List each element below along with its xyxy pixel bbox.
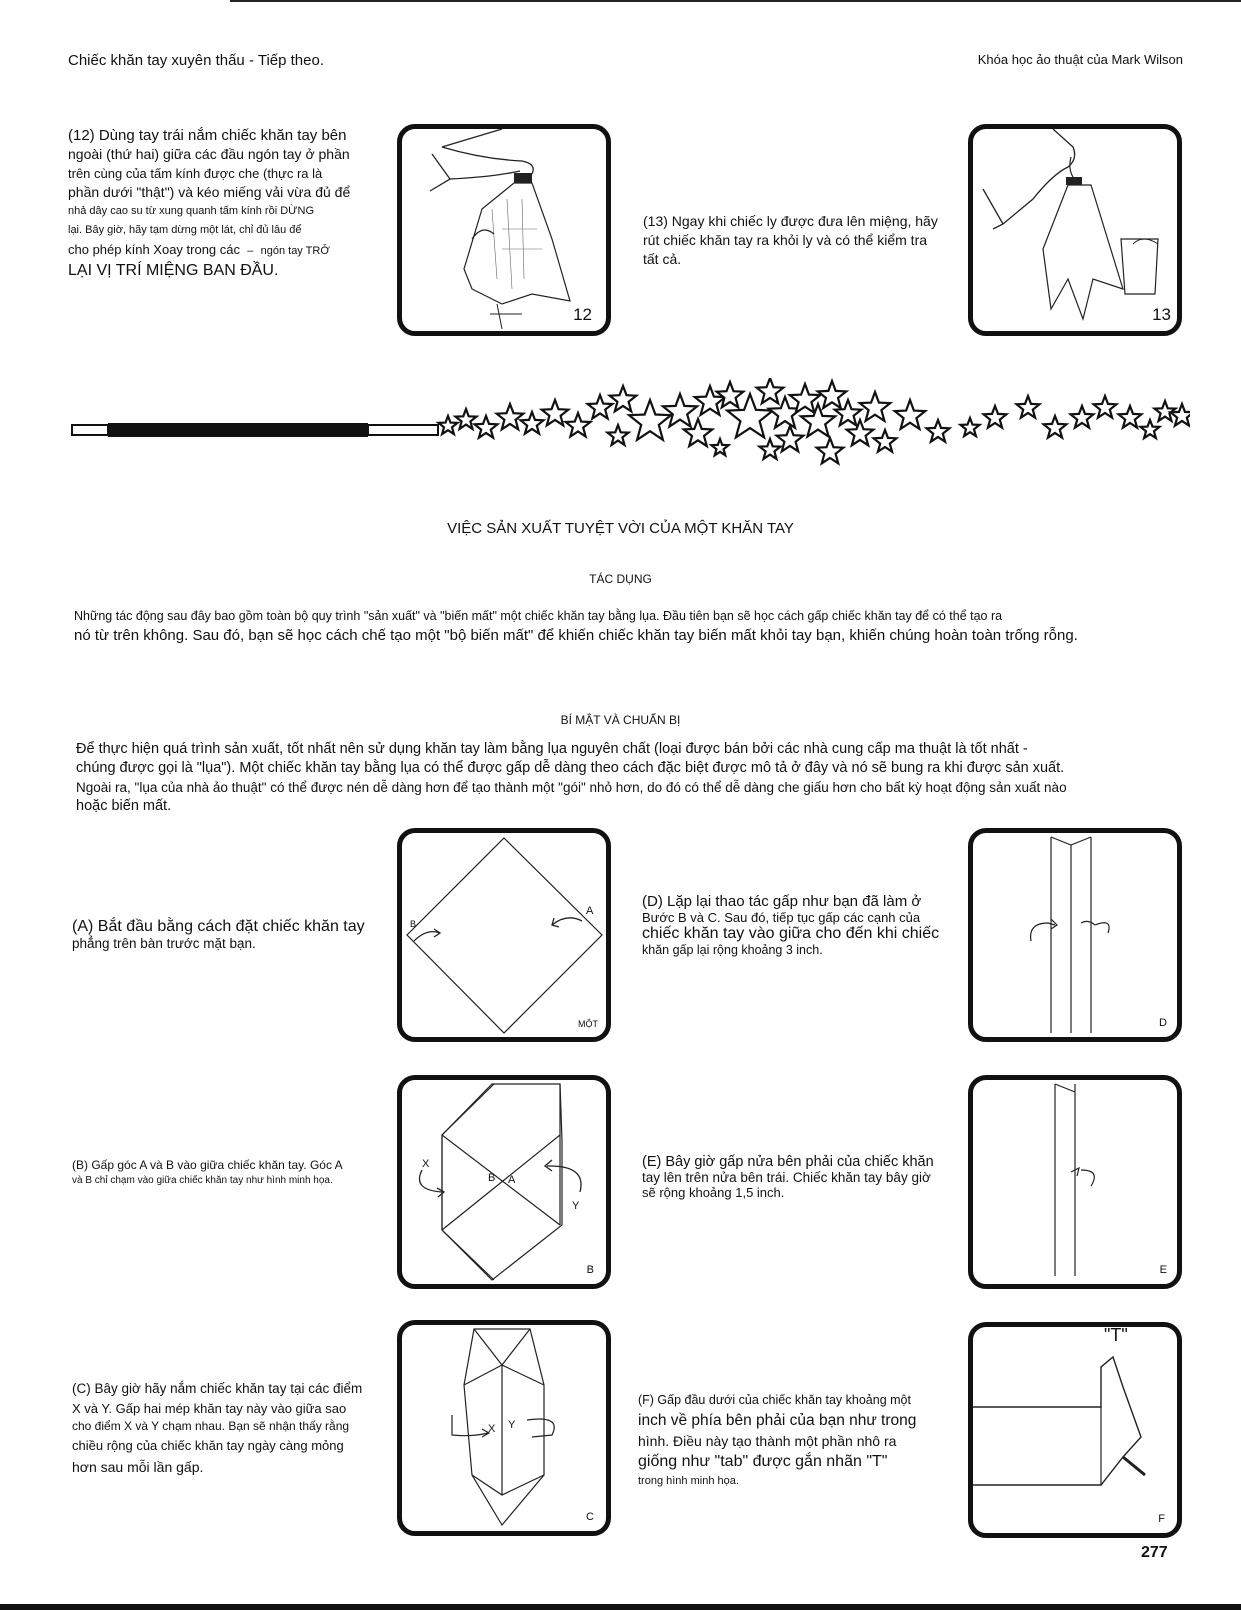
figure-13-illustration [973, 129, 1177, 331]
label-a: A [586, 905, 594, 917]
step-a-line: (A) Bắt đầu bằng cách đặt chiếc khăn tay [72, 918, 365, 935]
step-13-line: tất cả. [643, 251, 682, 267]
star-shape [817, 438, 844, 463]
effect-line: Những tác động sau đây bao gồm toàn bộ quy trình "sản xuất" và "biến mất" một chiếc khăn tay bằng lụa. Đầu tiên bạn sẽ học cách gấp chiếc khăn tay để có thể tạo ra [74, 609, 1003, 623]
step-c-text [72, 1378, 392, 1478]
figure-12-panel [397, 124, 611, 336]
figure-b-diagram [402, 1080, 606, 1284]
figure-a-diagram [402, 833, 606, 1037]
star-shape [475, 416, 498, 438]
label-b: B [410, 919, 417, 929]
figure-d-number: D [1159, 1017, 1167, 1029]
step-13-text [643, 212, 963, 269]
effect-line: nó từ trên không. Sau đó, bạn sẽ học cách chế tạo một "bộ biến mất" để khiến chiếc khăn tay biến mất khỏi tay bạn, khiến chúng hoàn toàn trống rỗng. [74, 627, 1078, 644]
step-d-line: (D) Lặp lại thao tác gấp như bạn đã làm ở [642, 893, 922, 910]
star-shape [927, 420, 950, 442]
figure-f-diagram [973, 1327, 1177, 1533]
step-c-line: X và Y. Gấp hai mép khăn tay này vào giữa sao [72, 1401, 347, 1416]
figure-b-panel [397, 1075, 611, 1289]
secret-line: chúng được gọi là "lụa"). Một chiếc khăn tay bằng lụa có thể được gấp dễ dàng theo cách đặc biệt được mô tả ở đây và nó sẽ bung ra khi được sản xuất. [76, 760, 1065, 776]
star-shape [717, 382, 744, 407]
figure-12-number: 12 [573, 305, 592, 324]
step-12-line: phần dưới "thật") và kéo miếng vải vừa đủ để [68, 184, 351, 200]
figure-d-panel [968, 828, 1182, 1042]
figure-13-number: 13 [1152, 305, 1171, 324]
step-a-line: phẳng trên bàn trước mặt bạn. [72, 936, 256, 951]
bottom-rule [0, 1604, 1241, 1610]
step-b-line: (B) Gấp góc A và B vào giữa chiếc khăn tay. Góc A [72, 1158, 343, 1172]
star-shape [860, 392, 890, 421]
star-shape [1071, 406, 1094, 428]
star-shape [1141, 420, 1160, 438]
page-number: 277 [1141, 1544, 1168, 1561]
step-c-line: (C) Bây giờ hãy nắm chiếc khăn tay tại các điểm [72, 1381, 363, 1396]
top-rule [230, 0, 1241, 2]
figure-e-number: E [1159, 1264, 1167, 1276]
effect-paragraph [74, 607, 1204, 645]
step-f-text [638, 1390, 968, 1489]
star-shape [711, 439, 728, 455]
star-shape [874, 430, 897, 452]
star-shape [801, 404, 835, 437]
step-f-line: hình. Điều này tạo thành một phần nhô ra [638, 1433, 897, 1449]
star-shape [1119, 406, 1142, 428]
label-y: Y [572, 1200, 580, 1212]
step-f-line: giống như "tab" được gắn nhãn "T" [638, 1453, 888, 1470]
figure-e-diagram [973, 1080, 1177, 1284]
step-c-line: cho điểm X và Y chạm nhau. Bạn sẽ nhận thấy rằng [72, 1419, 350, 1433]
magic-wand-stars-divider [70, 378, 1190, 478]
step-f-line: (F) Gấp đầu dưới của chiếc khăn tay khoảng một [638, 1393, 911, 1407]
step-12-line: ngoài (thứ hai) giữa các đầu ngón tay ở phần [68, 146, 350, 162]
figure-f-panel [968, 1322, 1182, 1538]
secret-paragraph [76, 740, 1216, 816]
figure-a-number: MỘT [578, 1019, 598, 1029]
effect-heading: TÁC DỤNG [589, 572, 652, 586]
figure-c-diagram [402, 1325, 606, 1531]
step-d-line: khăn gấp lại rộng khoảng 3 inch. [642, 943, 823, 957]
star-shape [521, 412, 544, 434]
star-shape [895, 400, 925, 429]
step-12-line: nhả dây cao su từ xung quanh tấm kính rồi DỪNG [68, 205, 315, 217]
secret-line: hoặc biến mất. [76, 798, 172, 814]
secret-heading: BÍ MẬT VÀ CHUẨN BỊ [560, 713, 681, 727]
step-13-line: (13) Ngay khi chiếc ly được đưa lên miệng, hãy [643, 213, 938, 229]
step-d-line: Bước B và C. Sau đó, tiếp tục gấp các cạnh của [642, 910, 921, 925]
step-12-line: (12) Dùng tay trái nắm chiếc khăn tay bên [68, 127, 347, 144]
step-12-text: (12) Dùng tay trái nắm chiếc khăn tay bên ngoài (thứ hai) giữa các đầu ngón tay ở phần trên cùng của tấm kính được che (thực ra là phần dưới "thật") và kéo miếng vải vừa đủ để nhả dây cao su từ xung quanh tấm kính rồi DỪNG lại. Bây giờ, hãy tạm dừng một lát, chỉ đủ lâu để cho phép kính Xoay trong các – ngón tay TRỞ LẠI VỊ TRÍ MIỆNG BAN ĐẦU. [68, 126, 388, 280]
step-e-line: sẽ rộng khoảng 1,5 inch. [642, 1185, 785, 1200]
running-header-left: Chiếc khăn tay xuyên thấu - Tiếp theo. [68, 52, 324, 69]
star-shape [588, 395, 613, 419]
step-12-line: LẠI VỊ TRÍ MIỆNG BAN ĐẦU. [68, 262, 279, 279]
label-t: "T" [1104, 1325, 1128, 1345]
star-shape [847, 420, 874, 445]
step-e-text [642, 1154, 972, 1200]
star-shape [961, 418, 980, 436]
step-e-line: tay lên trên nửa bên trái. Chiếc khăn tay bây giờ [642, 1170, 931, 1185]
star-shape [1155, 401, 1176, 421]
label-x: X [422, 1158, 430, 1170]
star-shape [566, 413, 591, 437]
star-shape [1171, 404, 1190, 426]
figure-b-number: B [586, 1264, 594, 1276]
star-shape [1094, 396, 1117, 418]
step-f-line: inch về phía bên phải của bạn như trong [638, 1412, 917, 1429]
label-c-y: Y [508, 1419, 516, 1431]
star-shape [1044, 416, 1067, 438]
star-shape [760, 439, 781, 459]
label-a-center: A [508, 1174, 516, 1186]
label-b-center: B [488, 1172, 496, 1184]
figure-f-number: F [1158, 1513, 1165, 1525]
star-shape [663, 394, 697, 427]
step-b-line: và B chỉ chạm vào giữa chiếc khăn tay như hình minh họa. [72, 1175, 333, 1186]
figure-d-diagram [973, 833, 1177, 1037]
step-f-line: trong hình minh họa. [638, 1475, 739, 1487]
figure-a-panel [397, 828, 611, 1042]
step-e-line: (E) Bây giờ gấp nửa bên phải của chiếc khăn [642, 1154, 934, 1170]
star-shape [456, 409, 477, 429]
step-13-line: rút chiếc khăn tay ra khỏi ly và có thể kiểm tra [643, 232, 928, 248]
star-shape [818, 381, 847, 408]
figure-c-panel [397, 1320, 611, 1536]
step-12-line: ngón tay TRỞ [260, 245, 330, 257]
star-shape [1017, 396, 1040, 418]
section-title: VIỆC SẢN XUẤT TUYỆT VỜI CỦA MỘT KHĂN TAY [447, 520, 794, 537]
star-shape [608, 425, 629, 445]
star-shape [757, 378, 784, 403]
star-shape [610, 386, 637, 411]
figure-e-panel [968, 1075, 1182, 1289]
figure-12-illustration [402, 129, 606, 331]
figure-c-number: C [586, 1511, 594, 1523]
figure-13-panel [968, 124, 1182, 336]
step-12-line: lại. Bây giờ, hãy tạm dừng một lát, chỉ đủ lâu để [68, 224, 302, 236]
secret-line: Ngoài ra, "lụa của nhà ảo thuật" có thể được nén dễ dàng hơn để tạo thành một "gói" nhỏ hơn, do đó có thể dễ dàng che giấu hơn cho bất kỳ hoạt động sản xuất nào [76, 780, 1067, 795]
star-shape [497, 404, 524, 429]
step-d-text [642, 893, 972, 957]
secret-line: Để thực hiện quá trình sản xuất, tốt nhất nên sử dụng khăn tay làm bằng lụa nguyên chất (loại được bán bởi các nhà cung cấp ma thuật là tốt nhất - [76, 741, 1028, 757]
step-c-line: chiều rộng của chiếc khăn tay ngày càng mỏng [72, 1438, 344, 1453]
step-d-line: chiếc khăn tay vào giữa cho đến khi chiếc [642, 925, 940, 942]
running-header-right: Khóa học ảo thuật của Mark Wilson [977, 52, 1183, 67]
step-a-text [72, 918, 392, 951]
star-shape [984, 406, 1007, 428]
step-12-line: trên cùng của tấm kính được che (thực ra là [68, 166, 323, 181]
step-c-line: hơn sau mỗi lần gấp. [72, 1459, 204, 1475]
step-12-line: cho phép kính Xoay trong các [68, 242, 241, 257]
star-shape [695, 386, 725, 415]
step-b-text [72, 1156, 392, 1186]
star-shape [439, 416, 458, 434]
label-c-x: X [488, 1423, 496, 1435]
